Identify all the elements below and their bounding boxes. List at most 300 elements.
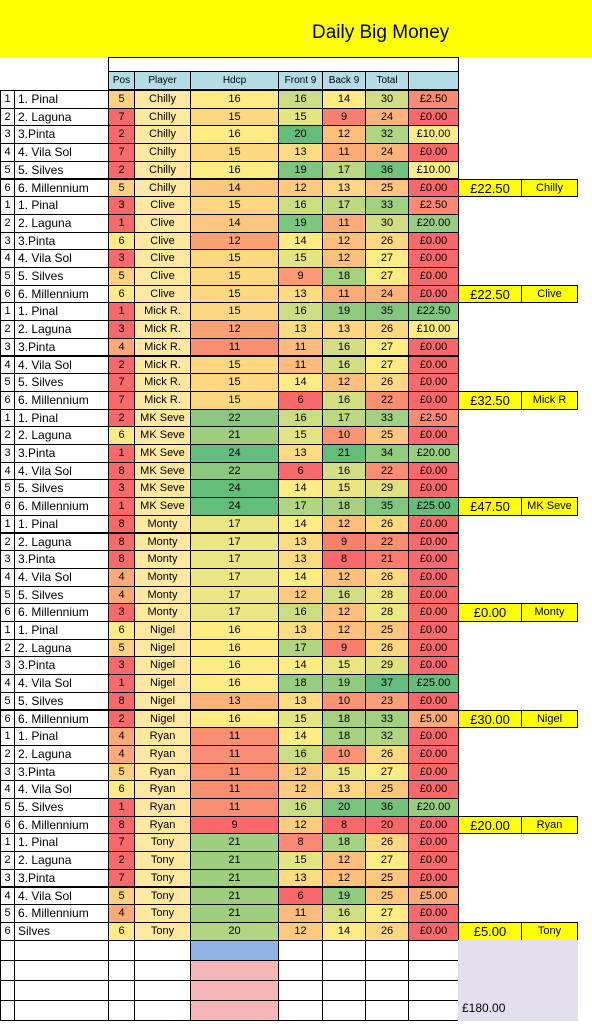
row-number: 3 — [0, 338, 15, 357]
prize-cell: £0.00 — [408, 763, 459, 782]
row-number: 6 — [0, 816, 15, 835]
footer-cell — [108, 980, 135, 1001]
prize-cell: £0.00 — [408, 780, 459, 799]
course-name: 2. Laguna — [14, 320, 109, 339]
position-cell: 5 — [108, 763, 135, 782]
handicap-cell: 14 — [190, 214, 279, 233]
back9-cell: 16 — [322, 462, 366, 481]
grand-total-value: £180.00 — [462, 1000, 506, 1015]
front9-cell: 17 — [278, 497, 323, 516]
player-cell: Tony — [134, 851, 191, 870]
back9-cell: 14 — [322, 922, 366, 941]
total-cell: 33 — [365, 409, 409, 428]
column-header-total: Total — [365, 71, 409, 90]
course-name: 5. Silves — [14, 692, 109, 711]
handicap-cell: 21 — [190, 904, 279, 923]
footer-cell — [322, 960, 366, 981]
front9-cell: 16 — [278, 302, 323, 321]
front9-cell: 15 — [278, 426, 323, 445]
total-cell: 27 — [365, 267, 409, 286]
position-cell: 6 — [108, 285, 135, 304]
total-cell: 36 — [365, 161, 409, 180]
prize-cell: £25.00 — [408, 497, 459, 516]
back9-cell: 8 — [322, 550, 366, 569]
player-cell: Nigel — [134, 674, 191, 693]
course-name: 3.Pinta — [14, 763, 109, 782]
front9-cell: 14 — [278, 373, 323, 392]
handicap-cell: 15 — [190, 143, 279, 162]
back9-cell: 13 — [322, 780, 366, 799]
player-cell: Monty — [134, 568, 191, 587]
player-cell: Chilly — [134, 108, 191, 127]
prize-cell: £0.00 — [408, 656, 459, 675]
handicap-cell: 15 — [190, 302, 279, 321]
total-cell: 25 — [365, 179, 409, 198]
row-number: 2 — [0, 320, 15, 339]
back9-cell: 11 — [322, 214, 366, 233]
back9-cell: 19 — [322, 887, 366, 906]
footer-cell — [0, 1000, 15, 1021]
front9-cell: 13 — [278, 533, 323, 552]
course-name: 3.Pinta — [14, 232, 109, 251]
handicap-cell: 16 — [190, 674, 279, 693]
front9-cell: 15 — [278, 108, 323, 127]
course-name: 1. Pinal — [14, 621, 109, 640]
handicap-cell: 11 — [190, 745, 279, 764]
player-winnings-name: Chilly — [521, 179, 578, 198]
position-cell: 1 — [108, 444, 135, 463]
footer-cell — [134, 980, 191, 1001]
back9-cell: 18 — [322, 497, 366, 516]
player-winnings-amount: £22.50 — [458, 179, 522, 198]
row-number: 5 — [0, 692, 15, 711]
row-number: 2 — [0, 639, 15, 658]
prize-cell: £0.00 — [408, 373, 459, 392]
player-cell: MK Seve — [134, 462, 191, 481]
player-cell: MK Seve — [134, 497, 191, 516]
prize-cell: £10.00 — [408, 161, 459, 180]
back9-cell: 11 — [322, 285, 366, 304]
prize-cell: £0.00 — [408, 621, 459, 640]
position-cell: 7 — [108, 391, 135, 410]
player-cell: Monty — [134, 550, 191, 569]
position-cell: 3 — [108, 196, 135, 215]
position-cell: 4 — [108, 727, 135, 746]
course-name: 1. Pinal — [14, 515, 109, 534]
back9-cell: 12 — [322, 249, 366, 268]
back9-cell: 15 — [322, 656, 366, 675]
front9-cell: 6 — [278, 887, 323, 906]
handicap-cell: 11 — [190, 780, 279, 799]
player-cell: Tony — [134, 869, 191, 888]
total-cell: 20 — [365, 816, 409, 835]
total-cell: 27 — [365, 851, 409, 870]
prize-cell: £0.00 — [408, 462, 459, 481]
handicap-cell: 16 — [190, 621, 279, 640]
player-cell: Nigel — [134, 621, 191, 640]
row-number: 4 — [0, 568, 15, 587]
back9-cell: 11 — [322, 143, 366, 162]
player-cell: Monty — [134, 533, 191, 552]
footer-cell — [408, 1000, 459, 1021]
prize-cell: £0.00 — [408, 603, 459, 622]
player-cell: Clive — [134, 267, 191, 286]
handicap-cell: 16 — [190, 656, 279, 675]
position-cell: 2 — [108, 710, 135, 729]
course-name: 4. Vila Sol — [14, 887, 109, 906]
front9-cell: 13 — [278, 143, 323, 162]
back9-cell: 17 — [322, 196, 366, 215]
player-cell: Monty — [134, 586, 191, 605]
player-cell: Mick R. — [134, 338, 191, 357]
row-number: 1 — [0, 833, 15, 852]
back9-cell: 15 — [322, 763, 366, 782]
prize-cell: £5.00 — [408, 887, 459, 906]
player-winnings-amount: £0.00 — [458, 603, 522, 622]
prize-cell: £0.00 — [408, 338, 459, 357]
footer-cell — [134, 960, 191, 981]
front9-cell: 13 — [278, 285, 323, 304]
total-cell: 33 — [365, 710, 409, 729]
position-cell: 1 — [108, 214, 135, 233]
front9-cell: 20 — [278, 125, 323, 144]
player-cell: Clive — [134, 214, 191, 233]
front9-cell: 14 — [278, 479, 323, 498]
prize-cell: £5.00 — [408, 710, 459, 729]
position-cell: 2 — [108, 125, 135, 144]
front9-cell: 13 — [278, 550, 323, 569]
player-cell: Monty — [134, 603, 191, 622]
course-name: 4. Vila Sol — [14, 674, 109, 693]
handicap-cell: 13 — [190, 692, 279, 711]
back9-cell: 18 — [322, 727, 366, 746]
row-number: 2 — [0, 426, 15, 445]
handicap-cell: 16 — [190, 125, 279, 144]
position-cell: 7 — [108, 833, 135, 852]
back9-cell: 16 — [322, 356, 366, 375]
row-number: 1 — [0, 90, 15, 109]
footer-cell — [408, 980, 459, 1001]
total-cell: 25 — [365, 621, 409, 640]
front9-cell: 13 — [278, 621, 323, 640]
footer-cell — [408, 940, 459, 961]
player-cell: Clive — [134, 232, 191, 251]
prize-cell: £25.00 — [408, 674, 459, 693]
back9-cell: 15 — [322, 479, 366, 498]
back9-cell: 13 — [322, 179, 366, 198]
footer-cell — [0, 980, 15, 1001]
handicap-cell: 12 — [190, 320, 279, 339]
player-winnings-amount: £30.00 — [458, 710, 522, 729]
position-cell: 5 — [108, 887, 135, 906]
row-number: 3 — [0, 550, 15, 569]
back9-cell: 18 — [322, 833, 366, 852]
total-cell: 24 — [365, 108, 409, 127]
back9-cell: 19 — [322, 302, 366, 321]
course-name: 6. Millennium — [14, 904, 109, 923]
player-winnings-amount: £32.50 — [458, 391, 522, 410]
handicap-cell: 17 — [190, 568, 279, 587]
row-number: 2 — [0, 851, 15, 870]
position-cell: 3 — [108, 249, 135, 268]
prize-cell: £0.00 — [408, 285, 459, 304]
player-winnings-name: Tony — [521, 922, 578, 941]
front9-cell: 19 — [278, 214, 323, 233]
player-cell: Ryan — [134, 798, 191, 817]
player-cell: Nigel — [134, 692, 191, 711]
course-name: 5. Silves — [14, 373, 109, 392]
total-cell: 28 — [365, 586, 409, 605]
position-cell: 8 — [108, 462, 135, 481]
row-number: 3 — [0, 763, 15, 782]
footer-cell — [14, 980, 109, 1001]
front9-cell: 12 — [278, 586, 323, 605]
back9-cell: 8 — [322, 816, 366, 835]
player-cell: Ryan — [134, 763, 191, 782]
back9-cell: 12 — [322, 232, 366, 251]
front9-cell: 8 — [278, 833, 323, 852]
prize-cell: £20.00 — [408, 798, 459, 817]
back9-cell: 14 — [322, 90, 366, 109]
handicap-cell: 15 — [190, 391, 279, 410]
front9-cell: 18 — [278, 674, 323, 693]
row-number: 4 — [0, 249, 15, 268]
player-cell: Chilly — [134, 143, 191, 162]
player-cell: Nigel — [134, 639, 191, 658]
front9-cell: 15 — [278, 249, 323, 268]
handicap-cell: 22 — [190, 409, 279, 428]
player-cell: Mick R. — [134, 391, 191, 410]
back9-cell: 10 — [322, 426, 366, 445]
position-cell: 6 — [108, 780, 135, 799]
course-name: 1. Pinal — [14, 727, 109, 746]
footer-cell — [14, 960, 109, 981]
course-name: 4. Vila Sol — [14, 356, 109, 375]
position-cell: 8 — [108, 550, 135, 569]
course-name: 3.Pinta — [14, 444, 109, 463]
course-name: 2. Laguna — [14, 426, 109, 445]
column-header-hdcp: Hdcp — [190, 71, 279, 90]
back9-cell: 19 — [322, 674, 366, 693]
row-number: 6 — [0, 710, 15, 729]
back9-cell: 10 — [322, 692, 366, 711]
position-cell: 7 — [108, 869, 135, 888]
player-cell: MK Seve — [134, 426, 191, 445]
player-cell: Mick R. — [134, 356, 191, 375]
handicap-cell: 24 — [190, 497, 279, 516]
row-number: 4 — [0, 356, 15, 375]
prize-cell: £20.00 — [408, 214, 459, 233]
player-cell: Clive — [134, 249, 191, 268]
row-number: 1 — [0, 409, 15, 428]
row-number: 5 — [0, 479, 15, 498]
footer-cell — [322, 1000, 366, 1021]
course-name: Silves — [14, 922, 109, 941]
prize-cell: £0.00 — [408, 869, 459, 888]
front9-cell: 12 — [278, 922, 323, 941]
position-cell: 5 — [108, 639, 135, 658]
course-name: 5. Silves — [14, 479, 109, 498]
prize-cell: £0.00 — [408, 692, 459, 711]
position-cell: 5 — [108, 267, 135, 286]
total-cell: 27 — [365, 338, 409, 357]
footer-cell — [278, 940, 323, 961]
total-cell: 26 — [365, 515, 409, 534]
footer-cell — [14, 1000, 109, 1021]
back9-cell: 17 — [322, 161, 366, 180]
handicap-cell: 21 — [190, 869, 279, 888]
handicap-cell: 20 — [190, 922, 279, 941]
player-cell: MK Seve — [134, 444, 191, 463]
footer-cell — [322, 980, 366, 1001]
handicap-cell: 24 — [190, 444, 279, 463]
footer-cell — [278, 980, 323, 1001]
handicap-cell: 16 — [190, 90, 279, 109]
total-cell: 26 — [365, 639, 409, 658]
player-cell: MK Seve — [134, 409, 191, 428]
prize-cell: £0.00 — [408, 479, 459, 498]
course-name: 2. Laguna — [14, 745, 109, 764]
row-number: 1 — [0, 196, 15, 215]
row-number: 5 — [0, 267, 15, 286]
player-cell: Chilly — [134, 125, 191, 144]
row-number: 4 — [0, 780, 15, 799]
back9-cell: 16 — [322, 586, 366, 605]
course-name: 2. Laguna — [14, 533, 109, 552]
total-cell: 29 — [365, 656, 409, 675]
prize-cell: £0.00 — [408, 391, 459, 410]
column-header-back9: Back 9 — [322, 71, 366, 90]
back9-cell: 21 — [322, 444, 366, 463]
total-cell: 24 — [365, 285, 409, 304]
player-cell: Ryan — [134, 745, 191, 764]
row-number: 1 — [0, 727, 15, 746]
footer-cell — [0, 940, 15, 961]
handicap-cell: 11 — [190, 763, 279, 782]
position-cell: 8 — [108, 515, 135, 534]
footer-cell — [190, 960, 279, 981]
position-cell: 3 — [108, 656, 135, 675]
total-cell: 25 — [365, 426, 409, 445]
page-title: Daily Big Money — [312, 22, 450, 43]
header-spacer-cell — [108, 57, 459, 72]
player-cell: Ryan — [134, 727, 191, 746]
front9-cell: 16 — [278, 798, 323, 817]
footer-cell — [322, 940, 366, 961]
row-number: 3 — [0, 232, 15, 251]
handicap-cell: 16 — [190, 161, 279, 180]
total-cell: 27 — [365, 356, 409, 375]
handicap-cell: 15 — [190, 108, 279, 127]
front9-cell: 13 — [278, 692, 323, 711]
course-name: 3.Pinta — [14, 125, 109, 144]
position-cell: 7 — [108, 143, 135, 162]
position-cell: 8 — [108, 533, 135, 552]
total-cell: 22 — [365, 462, 409, 481]
course-name: 4. Vila Sol — [14, 780, 109, 799]
course-name: 2. Laguna — [14, 851, 109, 870]
position-cell: 2 — [108, 356, 135, 375]
footer-cell — [134, 940, 191, 961]
player-cell: Chilly — [134, 90, 191, 109]
row-number: 3 — [0, 444, 15, 463]
course-name: 6. Millennium — [14, 285, 109, 304]
front9-cell: 14 — [278, 568, 323, 587]
position-cell: 3 — [108, 320, 135, 339]
total-cell: 21 — [365, 550, 409, 569]
course-name: 3.Pinta — [14, 550, 109, 569]
footer-cell — [108, 940, 135, 961]
course-name: 2. Laguna — [14, 108, 109, 127]
total-cell: 27 — [365, 763, 409, 782]
handicap-cell: 17 — [190, 515, 279, 534]
player-cell: Tony — [134, 904, 191, 923]
row-number: 6 — [0, 179, 15, 198]
position-cell: 5 — [108, 90, 135, 109]
player-cell: Tony — [134, 887, 191, 906]
handicap-cell: 21 — [190, 851, 279, 870]
prize-cell: £0.00 — [408, 179, 459, 198]
row-number: 2 — [0, 533, 15, 552]
position-cell: 4 — [108, 745, 135, 764]
prize-cell: £0.00 — [408, 426, 459, 445]
footer-cell — [190, 980, 279, 1001]
back9-cell: 16 — [322, 904, 366, 923]
row-number: 5 — [0, 161, 15, 180]
position-cell: 6 — [108, 922, 135, 941]
front9-cell: 12 — [278, 816, 323, 835]
course-name: 1. Pinal — [14, 302, 109, 321]
front9-cell: 16 — [278, 196, 323, 215]
handicap-cell: 15 — [190, 373, 279, 392]
total-cell: 32 — [365, 125, 409, 144]
back9-cell: 12 — [322, 603, 366, 622]
course-name: 4. Vila Sol — [14, 143, 109, 162]
course-name: 6. Millennium — [14, 710, 109, 729]
footer-cell — [365, 960, 409, 981]
player-cell: MK Seve — [134, 479, 191, 498]
player-cell: Tony — [134, 922, 191, 941]
position-cell: 6 — [108, 232, 135, 251]
handicap-cell: 17 — [190, 586, 279, 605]
player-winnings-amount: £20.00 — [458, 816, 522, 835]
row-number: 4 — [0, 462, 15, 481]
prize-cell: £0.00 — [408, 851, 459, 870]
footer-cell — [0, 960, 15, 981]
course-name: 1. Pinal — [14, 409, 109, 428]
total-cell: 22 — [365, 391, 409, 410]
player-cell: Monty — [134, 515, 191, 534]
back9-cell: 12 — [322, 373, 366, 392]
player-winnings-amount: £47.50 — [458, 497, 522, 516]
prize-cell: £0.00 — [408, 727, 459, 746]
total-cell: 25 — [365, 780, 409, 799]
total-cell: 26 — [365, 833, 409, 852]
total-cell: 34 — [365, 444, 409, 463]
row-number: 1 — [0, 302, 15, 321]
back9-cell: 12 — [322, 515, 366, 534]
total-cell: 26 — [365, 745, 409, 764]
row-number: 3 — [0, 656, 15, 675]
course-name: 4. Vila Sol — [14, 249, 109, 268]
position-cell: 4 — [108, 904, 135, 923]
total-cell: 37 — [365, 674, 409, 693]
total-cell: 30 — [365, 90, 409, 109]
position-cell: 8 — [108, 692, 135, 711]
back9-cell: 12 — [322, 621, 366, 640]
front9-cell: 12 — [278, 763, 323, 782]
handicap-cell: 16 — [190, 710, 279, 729]
